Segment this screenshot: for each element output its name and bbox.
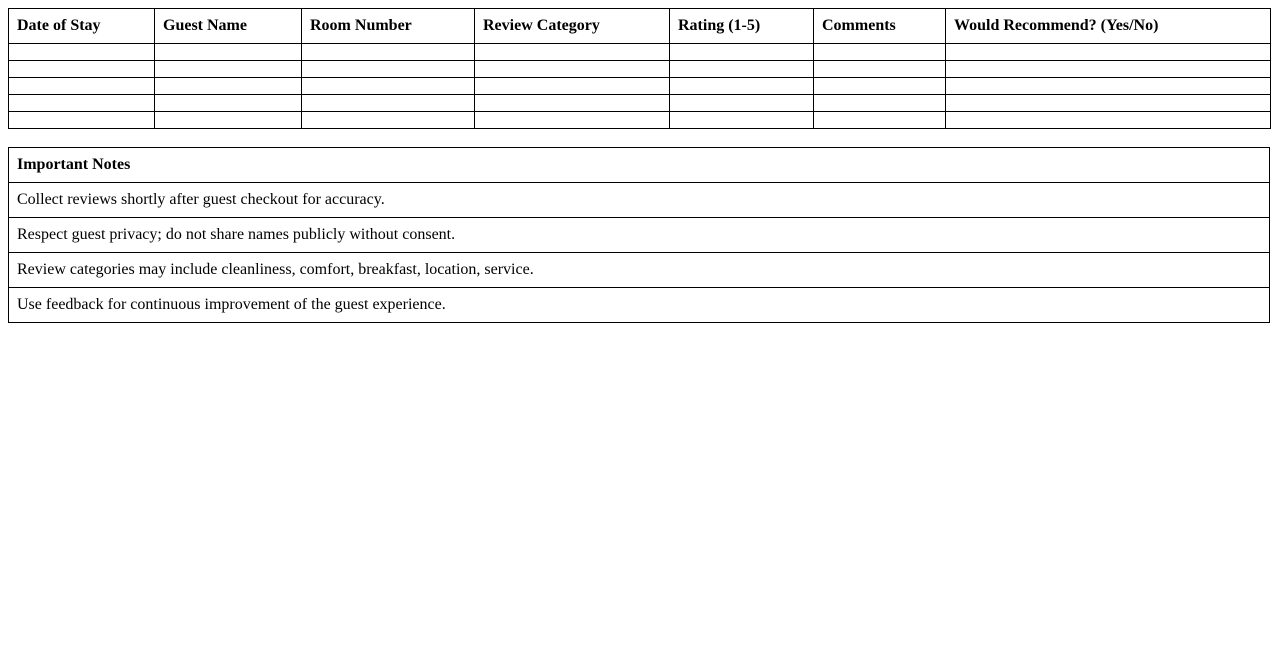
table-cell[interactable]: [814, 44, 946, 61]
table-cell[interactable]: [946, 44, 1271, 61]
list-item: [9, 288, 1270, 323]
list-item: [9, 253, 1270, 288]
table-cell[interactable]: [302, 112, 475, 129]
header-date-of-stay: Date of Stay: [9, 9, 155, 44]
table-cell[interactable]: [946, 112, 1271, 129]
table-cell[interactable]: [814, 61, 946, 78]
table-cell[interactable]: [155, 112, 302, 129]
table-cell[interactable]: [155, 95, 302, 112]
table-cell[interactable]: [9, 95, 155, 112]
notes-header-row: [9, 148, 1270, 183]
table-cell[interactable]: [9, 112, 155, 129]
important-notes-table: [8, 147, 1270, 323]
table-cell[interactable]: [946, 61, 1271, 78]
table-cell[interactable]: [155, 78, 302, 95]
table-cell[interactable]: [670, 44, 814, 61]
table-cell[interactable]: [814, 112, 946, 129]
note-text: Collect reviews shortly after guest checkout for accuracy.: [9, 183, 1270, 218]
table-cell[interactable]: [946, 78, 1271, 95]
document-body: [8, 8, 1270, 323]
table-row: [9, 44, 1271, 61]
note-text: Use feedback for continuous improvement of the guest experience.: [9, 288, 1270, 323]
table-cell[interactable]: [670, 112, 814, 129]
table-cell[interactable]: [302, 44, 475, 61]
table-cell[interactable]: [9, 78, 155, 95]
table-cell[interactable]: [475, 78, 670, 95]
guest-review-table: [8, 8, 1271, 129]
table-row: [9, 61, 1271, 78]
list-item: [9, 218, 1270, 253]
header-comments: Comments: [814, 9, 946, 44]
notes-title: Important Notes: [9, 148, 1270, 183]
list-item: [9, 183, 1270, 218]
table-cell[interactable]: [670, 95, 814, 112]
table-cell[interactable]: [475, 112, 670, 129]
table-row: [9, 78, 1271, 95]
header-rating: Rating (1-5): [670, 9, 814, 44]
table-cell[interactable]: [302, 78, 475, 95]
table-header-row: [9, 9, 1271, 44]
note-text: Respect guest privacy; do not share names publicly without consent.: [9, 218, 1270, 253]
table-row: [9, 112, 1271, 129]
table-cell[interactable]: [302, 95, 475, 112]
header-review-category: Review Category: [475, 9, 670, 44]
table-cell[interactable]: [302, 61, 475, 78]
table-cell[interactable]: [155, 44, 302, 61]
note-text: Review categories may include cleanliness, comfort, breakfast, location, service.: [9, 253, 1270, 288]
table-cell[interactable]: [475, 61, 670, 78]
table-cell[interactable]: [475, 95, 670, 112]
table-cell[interactable]: [9, 61, 155, 78]
header-would-recommend: Would Recommend? (Yes/No): [946, 9, 1271, 44]
header-room-number: Room Number: [302, 9, 475, 44]
header-guest-name: Guest Name: [155, 9, 302, 44]
table-cell[interactable]: [670, 78, 814, 95]
table-cell[interactable]: [475, 44, 670, 61]
table-cell[interactable]: [814, 78, 946, 95]
table-row: [9, 95, 1271, 112]
table-cell[interactable]: [155, 61, 302, 78]
table-cell[interactable]: [814, 95, 946, 112]
table-cell[interactable]: [946, 95, 1271, 112]
table-cell[interactable]: [9, 44, 155, 61]
table-cell[interactable]: [670, 61, 814, 78]
